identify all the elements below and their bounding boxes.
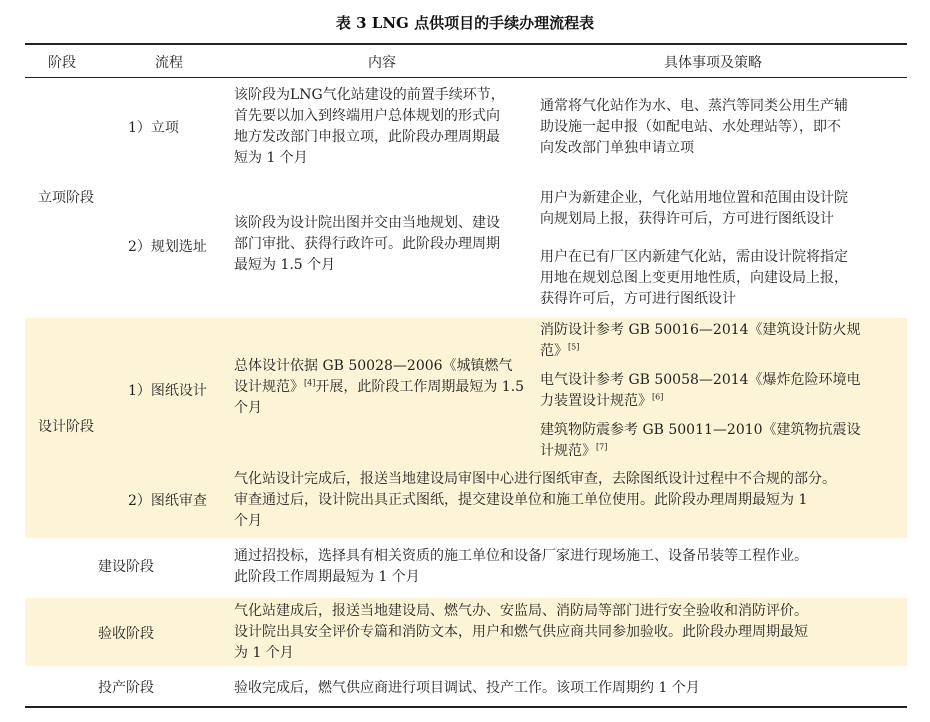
stage-label-lixiang: 立项阶段 [38, 190, 94, 206]
content-jianshe [234, 546, 808, 588]
content-line: 最短为 1.5 个月 [234, 257, 336, 273]
content-line: 该阶段为设计院出图并交由当地规划、建设 [234, 215, 500, 231]
citation-ref: [5] [568, 342, 580, 352]
details-guihua-existing [540, 247, 848, 310]
content-tuzhi [234, 356, 524, 419]
content-touchan [234, 678, 700, 699]
content-line: 审查通过后，设计院出具正式图纸，提交建设单位和施工单位使用。此阶段办理周期最短为 1 [234, 492, 808, 508]
citation-ref: [6] [652, 392, 664, 402]
stage-label-touchan: 投产阶段 [98, 680, 154, 696]
process-shencha: 2）图纸审查 [128, 493, 207, 509]
content-line: 为 1 个月 [234, 645, 294, 661]
bottom-rule [25, 706, 907, 708]
detail-line: 通常将气化站作为水、电、蒸汽等同类公用生产辅 [540, 98, 848, 114]
header-content: 内容 [368, 55, 396, 71]
detail-line: 获得许可后，方可进行图纸设计 [540, 291, 736, 307]
header-details: 具体事项及策略 [664, 55, 762, 71]
content-line: 部门审批、获得行政许可。此阶段办理周期 [234, 236, 500, 252]
detail-line [540, 391, 861, 412]
detail-line: 消防设计参考 GB 50016—2014《建筑设计防火规 [540, 322, 861, 338]
stage-label-jianshe: 建设阶段 [98, 559, 154, 575]
content-line: 首先要以加入到终端用户总体规划的形式向 [234, 108, 500, 124]
citation-ref: [7] [596, 442, 608, 452]
header-process: 流程 [155, 55, 183, 71]
details-guihua-new [540, 188, 848, 230]
content-guihua [234, 213, 500, 276]
process-lixiang: 1）立项 [128, 120, 179, 136]
content-text: 开展，此阶段工作周期最短为 1.5 [315, 379, 525, 395]
content-line: 此阶段工作周期最短为 1 个月 [234, 569, 420, 585]
details-tuzhi-fire [540, 320, 861, 362]
content-line: 总体设计依据 GB 50028—2006《城镇燃气 [234, 358, 513, 374]
content-line: 通过招投标，选择具有相关资质的施工单位和设备厂家进行现场施工、设备吊装等工程作业。 [234, 548, 808, 564]
content-line: 短为 1 个月 [234, 150, 308, 166]
detail-text: 计规范》 [540, 443, 596, 459]
content-line: 气化站设计完成后，报送当地建设局审图中心进行图纸审查，去除图纸设计过程中不合规的部分。 [234, 471, 836, 487]
header-rule [25, 77, 907, 78]
process-tuzhi: 1）图纸设计 [128, 383, 207, 399]
details-tuzhi-seismic [540, 420, 861, 462]
header-stage: 阶段 [48, 55, 76, 71]
detail-line: 用户在已有厂区内新建气化站，需由设计院将指定 [540, 249, 848, 265]
detail-line: 用地在规划总图上变更用地性质，向建设局上报， [540, 270, 848, 286]
content-line: 设计院出具安全评价专篇和消防文本，用户和燃气供应商共同参加验收。此阶段办理周期最短 [234, 624, 808, 640]
detail-line [540, 341, 861, 362]
detail-line [540, 441, 861, 462]
content-line [234, 377, 524, 398]
content-line: 气化站建成后，报送当地建设局、燃气办、安监局、消防局等部门进行安全验收和消防评价。 [234, 603, 808, 619]
stage-label-sheji: 设计阶段 [38, 419, 94, 435]
content-line: 该阶段为LNG气化站建设的前置手续环节， [234, 87, 505, 103]
top-rule [25, 43, 907, 45]
detail-line: 助设施一起申报（如配电站、水处理站等），即不 [540, 119, 841, 135]
content-shencha [234, 469, 836, 532]
process-guihua: 2）规划选址 [128, 239, 207, 255]
detail-line: 用户为新建企业，气化站用地位置和范围由设计院 [540, 190, 848, 206]
detail-line: 向规划局上报，获得许可后，方可进行图纸设计 [540, 211, 834, 227]
detail-text: 范》 [540, 343, 568, 359]
content-yanshou [234, 601, 808, 664]
details-lixiang [540, 96, 848, 159]
stage-label-yanshou: 验收阶段 [98, 626, 154, 642]
content-line: 地方发改部门申报立项，此阶段办理周期最 [234, 129, 500, 145]
detail-line: 向发改部门单独申请立项 [540, 140, 694, 156]
content-text: 设计规范》 [234, 379, 304, 395]
citation-ref: [4] [304, 378, 316, 388]
detail-line: 电气设计参考 GB 50058—2014《爆炸危险环境电 [540, 372, 861, 388]
content-line: 个月 [234, 513, 262, 529]
content-line: 个月 [234, 400, 262, 416]
content-lixiang [234, 85, 505, 169]
table-title: 表 3 LNG 点供项目的手续办理流程表 [335, 14, 595, 32]
detail-text: 力装置设计规范》 [540, 393, 652, 409]
detail-line: 建筑物防震参考 GB 50011—2010《建筑物抗震设 [540, 422, 861, 438]
details-tuzhi-electrical [540, 370, 861, 412]
content-line: 验收完成后，燃气供应商进行项目调试、投产工作。该项工作周期约 1 个月 [234, 680, 700, 696]
